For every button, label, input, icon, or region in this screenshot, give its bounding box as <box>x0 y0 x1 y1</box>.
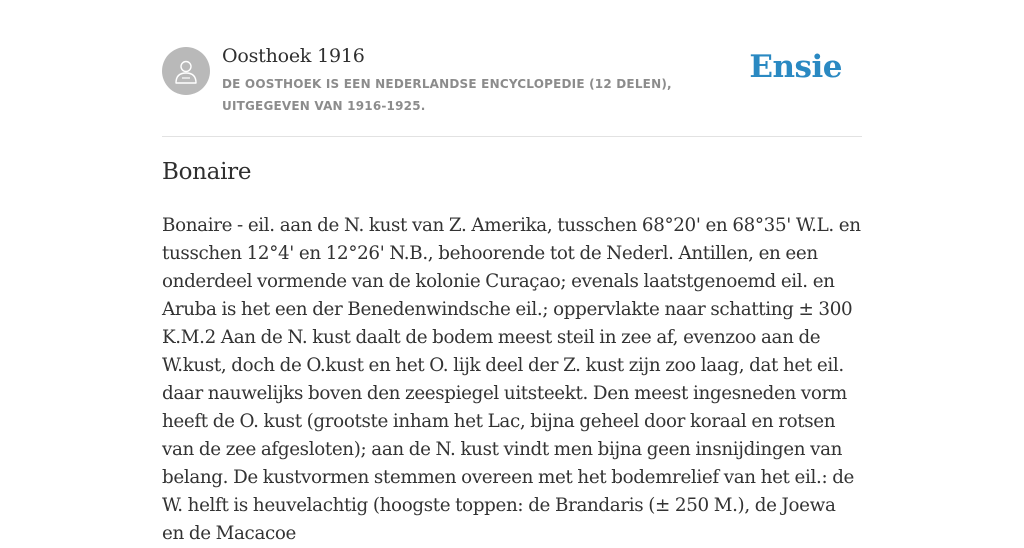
brand-logo[interactable]: Ensie <box>749 49 842 85</box>
article-body: Bonaire - eil. aan de N. kust van Z. Amerika, tusschen 68°20' en 68°35' W.L. en tusschen 12°4' en 12°26' N.B., behoorende tot de Nederl. Antillen, en een onderdeel vormende van de kolonie Curaçao; evenals laatstgenoemd eil. en Aruba is het een der Benedenwindsche eil.; oppervlakte naar schatting ± 300 K.M.2 Aan de N. kust daalt de bodem meest steil in zee af, evenzoo aan de W.kust, doch de O.kust en het O. lijk deel der Z. kust zijn zoo laag, dat het eil. daar nauwelijks boven den zeespiegel uitsteekt. Den meest ingesneden vorm heeft de O. kust (grootste inham het Lac, bijna geheel door koraal en rotsen van de zee afgesloten); aan de N. kust vindt men bijna geen insnijdingen van belang. De kustvormen stemmen overeen met het bodemrelief van het eil.: de W. helft is heuvelachtig (hoogste toppen: de Brandaris (± 250 M.), de Joewa en de Macacoe <box>162 215 861 544</box>
source-title[interactable]: Oosthoek 1916 <box>222 45 365 67</box>
article-title: Bonaire <box>162 159 252 185</box>
source-header <box>162 0 862 137</box>
user-icon <box>172 57 200 85</box>
source-avatar[interactable] <box>162 47 210 95</box>
page-content <box>162 0 862 544</box>
source-description: DE OOSTHOEK IS EEN NEDERLANDSE ENCYCLOPEDIE (12 DELEN), UITGEGEVEN VAN 1916-1925. <box>222 77 672 113</box>
